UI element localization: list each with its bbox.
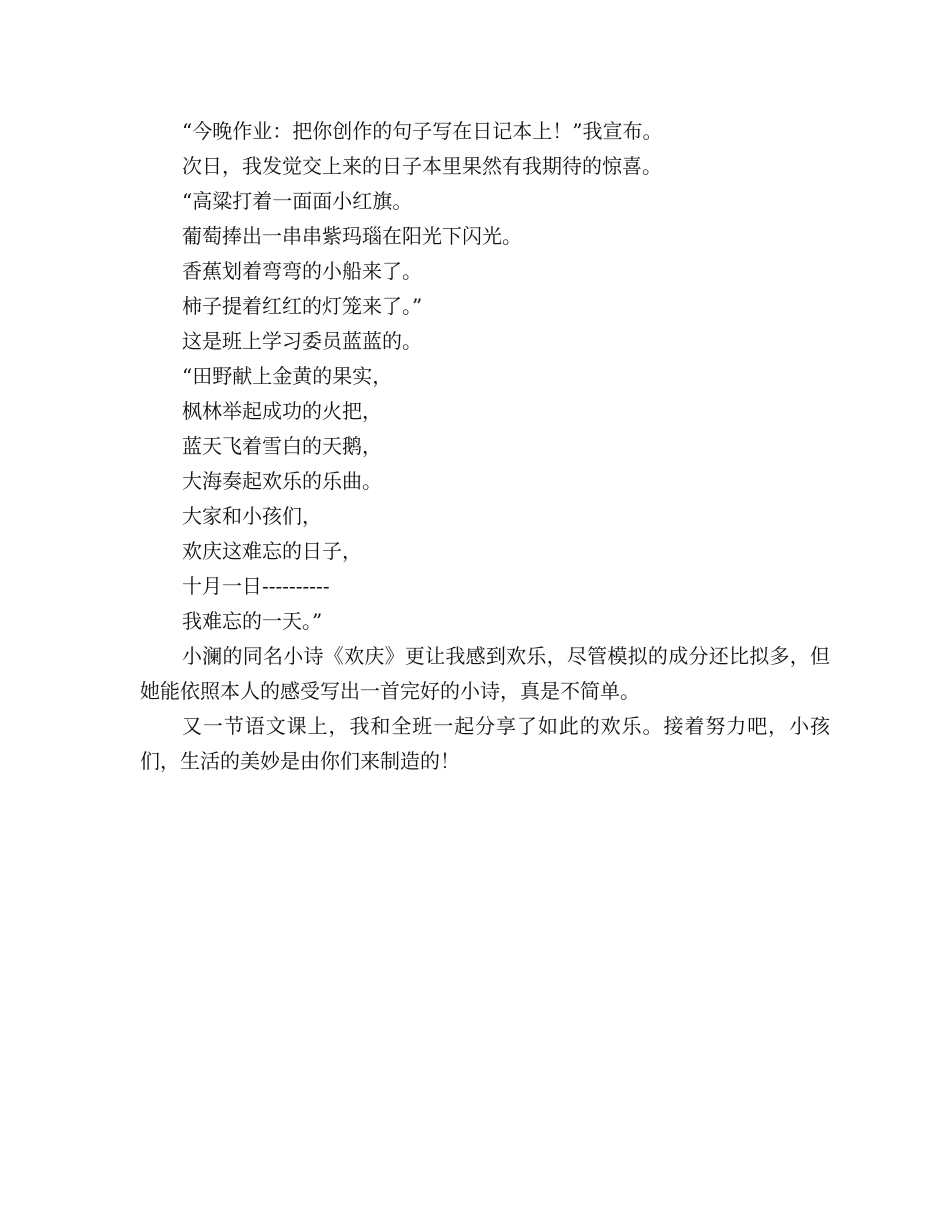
- poem2-line-2: 枫林举起成功的火把，: [182, 399, 382, 423]
- text-line-2: 次日，我发觉交上来的日子本里果然有我期待的惊喜。: [182, 154, 662, 178]
- poem-line-4: 柿子提着红红的灯笼来了。”: [182, 294, 423, 318]
- poem-line-1: “高粱打着一面面小红旗。: [182, 189, 413, 213]
- text-line-1: “今晚作业：把你创作的句子写在日记本上！”我宣布。: [182, 119, 663, 143]
- poem2-line-7: 十月一日----------: [182, 574, 330, 598]
- poem2-line-3: 蓝天飞着雪白的天鹅，: [182, 434, 382, 458]
- text-line-3: 这是班上学习委员蓝蓝的。: [182, 329, 422, 353]
- poem2-line-1: “田野献上金黄的果实，: [182, 364, 393, 388]
- document-body: [140, 114, 830, 779]
- paragraph-2: 又一节语文课上，我和全班一起分享了如此的欢乐。接着努力吧，小孩们，生活的美妙是由你们来制造的！: [140, 714, 830, 773]
- paragraph-1: 小澜的同名小诗《欢庆》更让我感到欢乐，尽管模拟的成分还比拟多，但她能依照本人的感受写出一首完好的小诗，真是不简单。: [140, 644, 830, 703]
- poem2-line-6: 欢庆这难忘的日子，: [182, 539, 362, 563]
- poem2-line-5: 大家和小孩们，: [182, 504, 322, 528]
- poem2-line-8: 我难忘的一天。”: [182, 609, 323, 633]
- poem-line-2: 葡萄捧出一串串紫玛瑙在阳光下闪光。: [182, 224, 522, 248]
- poem-line-3: 香蕉划着弯弯的小船来了。: [182, 259, 422, 283]
- poem2-line-4: 大海奏起欢乐的乐曲。: [182, 469, 382, 493]
